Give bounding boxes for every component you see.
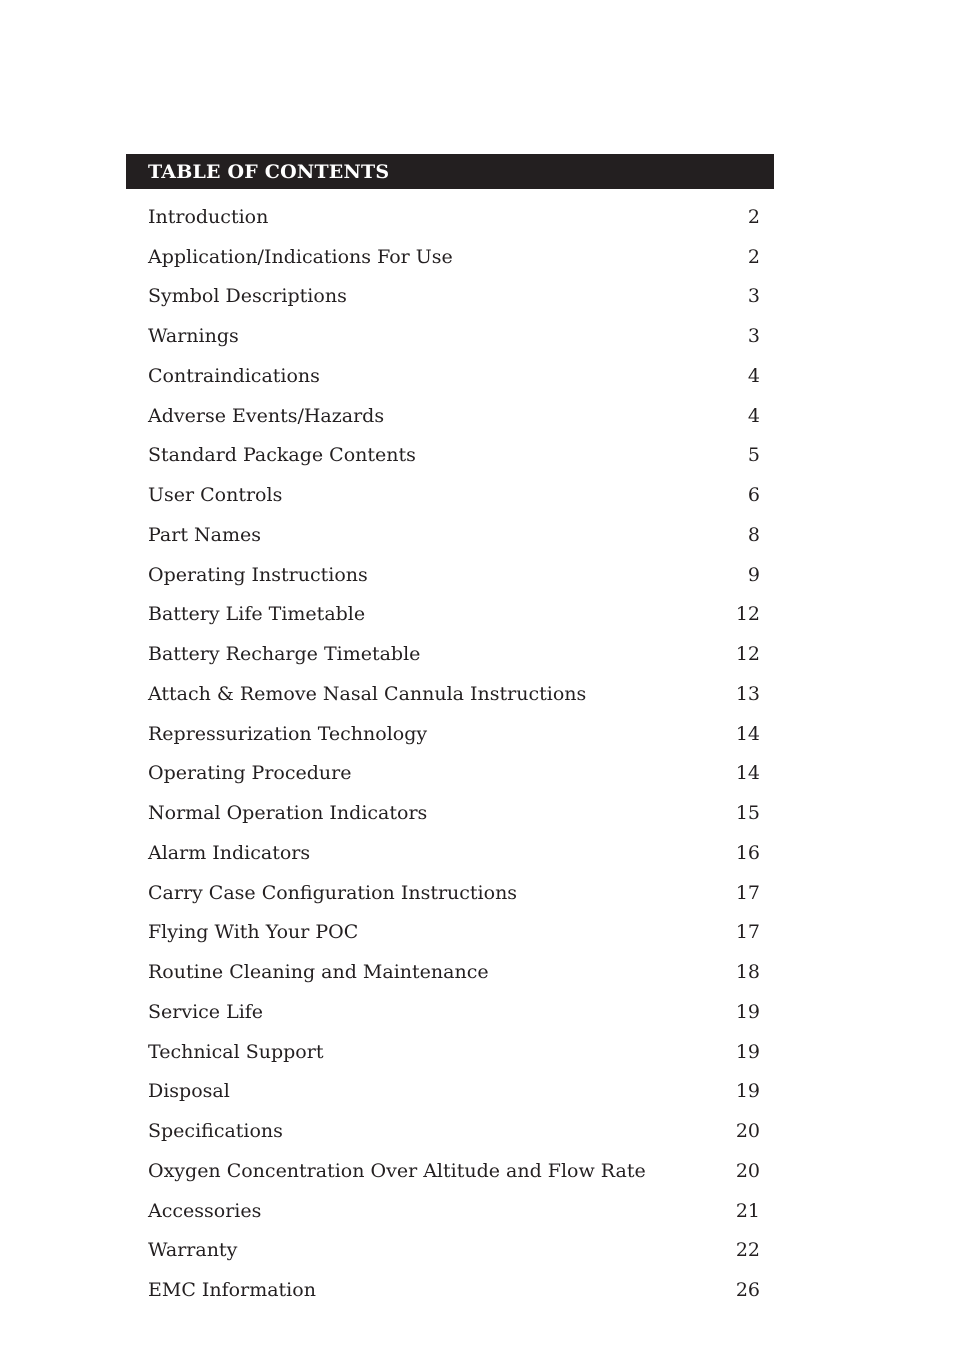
toc-entry-label: Oxygen Concentration Over Altitude and Flow Rate xyxy=(148,1159,646,1182)
toc-entry-label: Battery Life Timetable xyxy=(148,603,366,626)
toc-entry-label: Flying With Your POC xyxy=(148,921,359,944)
toc-entry-label: Repressurization Technology xyxy=(148,722,428,745)
toc-entry-page-number: 22 xyxy=(735,1239,760,1262)
toc-entry[interactable] xyxy=(148,1231,760,1271)
toc-entry-page-number: 20 xyxy=(735,1120,760,1143)
toc-entry[interactable] xyxy=(148,634,760,674)
toc-entry-label: Carry Case Configuration Instructions xyxy=(148,881,518,904)
toc-entry-label: Attach & Remove Nasal Cannula Instructions xyxy=(148,682,587,705)
toc-entry-page-number: 16 xyxy=(735,841,760,864)
toc-entry-page-number: 2 xyxy=(747,245,760,268)
toc-entry[interactable] xyxy=(148,396,760,436)
toc-list xyxy=(148,197,760,1310)
toc-entry-label: Application/Indications For Use xyxy=(148,245,453,268)
toc-entry-page-number: 18 xyxy=(735,961,760,984)
toc-entry-label: Alarm Indicators xyxy=(148,841,311,864)
toc-entry-page-number: 2 xyxy=(747,205,760,228)
toc-entry[interactable] xyxy=(148,793,760,833)
toc-entry[interactable] xyxy=(148,952,760,992)
toc-entry-page-number: 26 xyxy=(735,1279,760,1302)
toc-entry-label: Warnings xyxy=(148,325,239,348)
toc-entry-page-number: 4 xyxy=(747,364,760,387)
toc-entry-page-number: 3 xyxy=(747,285,760,308)
toc-entry-page-number: 6 xyxy=(747,484,760,507)
toc-entry-label: Introduction xyxy=(148,205,269,228)
toc-entry-label: Routine Cleaning and Maintenance xyxy=(148,961,489,984)
toc-entry-page-number: 14 xyxy=(735,722,760,745)
toc-entry[interactable] xyxy=(148,992,760,1032)
toc-entry-label: Symbol Descriptions xyxy=(148,285,347,308)
toc-entry-page-number: 17 xyxy=(735,921,760,944)
toc-entry[interactable] xyxy=(148,436,760,476)
toc-entry-label: Battery Recharge Timetable xyxy=(148,643,421,666)
toc-entry[interactable] xyxy=(148,1111,760,1151)
toc-entry[interactable] xyxy=(148,1270,760,1310)
toc-entry-page-number: 8 xyxy=(747,523,760,546)
toc-entry-page-number: 5 xyxy=(747,444,760,467)
toc-entry[interactable] xyxy=(148,475,760,515)
toc-entry[interactable] xyxy=(148,1151,760,1191)
toc-entry[interactable] xyxy=(148,197,760,237)
toc-entry-page-number: 20 xyxy=(735,1159,760,1182)
toc-entry-label: EMC Information xyxy=(148,1279,316,1302)
toc-entry[interactable] xyxy=(148,833,760,873)
toc-entry-page-number: 9 xyxy=(747,563,760,586)
toc-entry[interactable] xyxy=(148,515,760,555)
toc-entry[interactable] xyxy=(148,754,760,794)
toc-entry-label: User Controls xyxy=(148,484,283,507)
toc-entry[interactable] xyxy=(148,595,760,635)
toc-entry[interactable] xyxy=(148,277,760,317)
toc-entry-label: Technical Support xyxy=(148,1040,324,1063)
toc-entry-label: Operating Procedure xyxy=(148,762,352,785)
toc-entry-page-number: 21 xyxy=(735,1199,760,1222)
toc-entry-page-number: 17 xyxy=(735,881,760,904)
toc-entry-page-number: 13 xyxy=(735,682,760,705)
toc-title: TABLE OF CONTENTS xyxy=(148,160,390,183)
toc-entry[interactable] xyxy=(148,356,760,396)
toc-entry-label: Accessories xyxy=(148,1199,262,1222)
toc-entry-label: Service Life xyxy=(148,1000,264,1023)
toc-entry[interactable] xyxy=(148,674,760,714)
toc-entry-label: Contraindications xyxy=(148,364,320,387)
toc-entry[interactable] xyxy=(148,1072,760,1112)
toc-entry[interactable] xyxy=(148,913,760,953)
toc-entry-page-number: 4 xyxy=(747,404,760,427)
toc-entry-page-number: 3 xyxy=(747,325,760,348)
toc-entry-label: Disposal xyxy=(148,1080,230,1103)
toc-header-bar xyxy=(126,154,774,189)
toc-entry-label: Adverse Events/Hazards xyxy=(148,404,385,427)
toc-entry-page-number: 19 xyxy=(735,1040,760,1063)
toc-entry[interactable] xyxy=(148,555,760,595)
toc-entry[interactable] xyxy=(148,873,760,913)
toc-entry-label: Standard Package Contents xyxy=(148,444,416,467)
toc-entry-page-number: 12 xyxy=(735,643,760,666)
toc-entry[interactable] xyxy=(148,1191,760,1231)
toc-entry-page-number: 19 xyxy=(735,1000,760,1023)
toc-entry-label: Normal Operation Indicators xyxy=(148,802,428,825)
toc-entry-page-number: 15 xyxy=(735,802,760,825)
toc-entry-page-number: 19 xyxy=(735,1080,760,1103)
toc-entry[interactable] xyxy=(148,316,760,356)
toc-entry[interactable] xyxy=(148,1032,760,1072)
toc-entry[interactable] xyxy=(148,714,760,754)
toc-entry-label: Specifications xyxy=(148,1120,283,1143)
toc-entry-label: Warranty xyxy=(148,1239,238,1262)
toc-entry-page-number: 12 xyxy=(735,603,760,626)
toc-entry-label: Part Names xyxy=(148,523,261,546)
toc-entry-label: Operating Instructions xyxy=(148,563,368,586)
toc-entry-page-number: 14 xyxy=(735,762,760,785)
toc-entry[interactable] xyxy=(148,237,760,277)
